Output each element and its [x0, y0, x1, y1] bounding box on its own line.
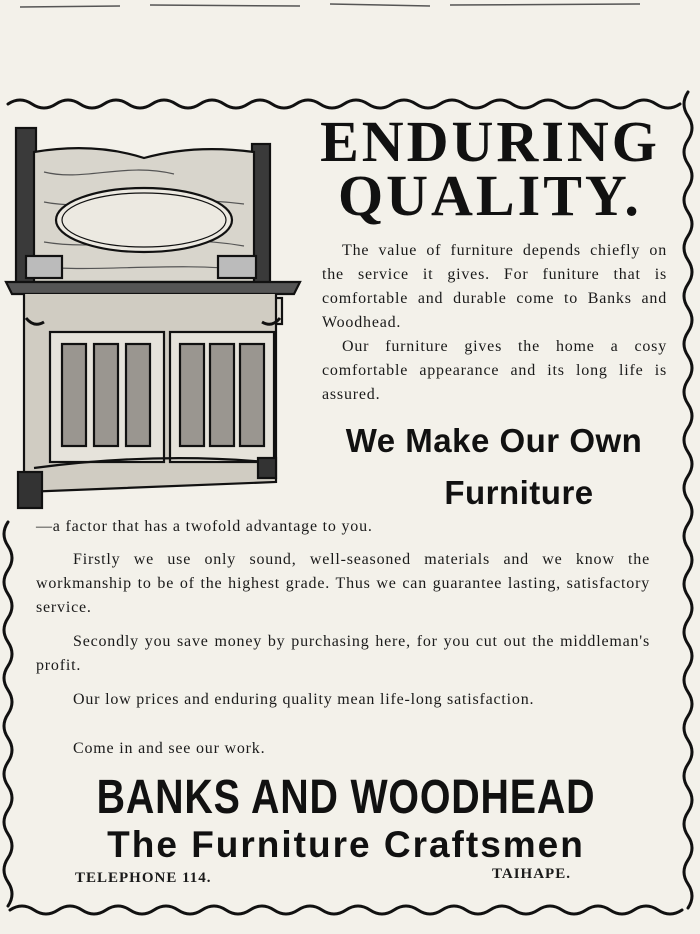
body-prices: Our low prices and enduring quality mean life-long satisfaction. [73, 691, 535, 708]
body-secondly: Secondly you save money by purchasing here, for you cut out the middleman's profit. [36, 633, 650, 674]
headline-quality: QUALITY. [338, 163, 642, 228]
subhead-line2: Furniture [444, 474, 594, 511]
body-lead: —a factor that has a twofold advantage to you. [36, 518, 373, 535]
intro-paragraph-value: The value of furniture depends chiefly on the service it gives. For funiture that is comfortable and durable come to Banks and Woodhead. [322, 242, 667, 331]
sideboard-illustration [4, 122, 304, 517]
firm-tagline: The Furniture Craftsmen [107, 824, 585, 865]
subhead-line1: We Make Our Own [345, 422, 643, 459]
body-closing: Come in and see our work. [73, 740, 266, 757]
telephone-number: TELEPHONE 114. [75, 870, 212, 886]
intro-paragraph-cosy: Our furniture gives the home a cosy comfortable appearance and its long life is assured. [322, 338, 667, 403]
subhead-make-own-furniture [318, 415, 670, 519]
firm-name: BANKS AND WOODHEAD [96, 771, 596, 824]
body-firstly: Firstly we use only sound, well-seasoned materials and we know the workmanship to be of the highest grade. Thus we can guarantee lasting, satisfactory service. [36, 551, 650, 616]
town-name: TAIHAPE. [492, 866, 571, 882]
top-rule [0, 0, 700, 12]
headline-enduring: ENDURING [320, 109, 660, 174]
